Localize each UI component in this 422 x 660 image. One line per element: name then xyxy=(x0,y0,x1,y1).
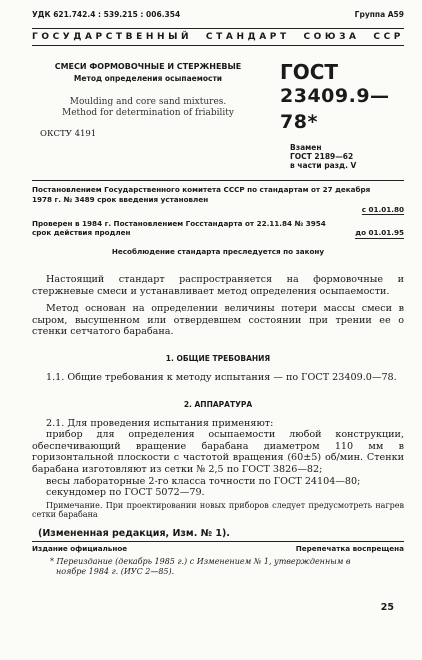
replacement-line: в части разд. V xyxy=(290,161,357,170)
gost-number: 23409.9—78* xyxy=(280,85,390,133)
standard-banner: ГОСУДАРСТВЕННЫЙ СТАНДАРТ СОЮЗА ССР xyxy=(32,28,404,46)
title-block xyxy=(32,61,404,170)
effective-date-value: с 01.01.80 xyxy=(361,205,404,214)
russian-subtitle: Метод определения осыпаемости xyxy=(73,74,223,83)
english-title xyxy=(32,97,264,119)
paragraph-1-1: 1.1. Общие требования к методу испытания — по ГОСТ 23409.0—78. xyxy=(46,371,397,383)
paragraph-scales: весы лабораторные 2-го класса точности по ГОСТ 24104—80; xyxy=(46,475,361,487)
replacement-line: Взамен xyxy=(290,143,322,152)
replacement-line: ГОСТ 2189—62 xyxy=(290,152,354,161)
section-heading-apparatus: 2. АППАРАТУРА xyxy=(183,399,253,409)
english-title-line: Method for determination of friability xyxy=(62,108,234,118)
title-right xyxy=(264,61,404,170)
reprint-prohibited: Перепечатка воспрещена xyxy=(295,543,404,553)
official-edition: Издание официальное xyxy=(32,543,128,553)
decree-block xyxy=(32,180,404,256)
gost-label: ГОСТ xyxy=(280,60,339,84)
title-left xyxy=(32,61,264,170)
udk-code: УДК 621.742.4 : 539.215 : 006.354 xyxy=(32,10,181,19)
note: Примечание. При проектировании новых приборов следует предусмотреть нагрев сетки барабана xyxy=(32,500,404,520)
section-heading-general: 1. ОБЩИЕ ТРЕБОВАНИЯ xyxy=(165,353,271,363)
russian-title-line: СМЕСИ ФОРМОВОЧНЫЕ И СТЕРЖНЕВЫЕ xyxy=(54,62,242,71)
footnote: * Переиздание (декабрь 1985 г.) с Изменением № 1, утвержденным в ноябре 1984 г. (ИУС 2—85). xyxy=(50,556,351,576)
decree-line: Постановлением Государственного комитета СССР по стандартам от 27 декабря xyxy=(32,185,371,194)
paragraph-method: Метод основан на определении величины потери массы смеси в сыром, высушенном или отвердевшем состоянии при трении ее о стенки сетчатого барабана. xyxy=(32,303,404,338)
amendment-note: (Измененная редакция, Изм. № 1). xyxy=(38,527,230,539)
law-notice: Несоблюдение стандарта преследуется по закону xyxy=(111,246,325,256)
english-title-line: Moulding and core sand mixtures. xyxy=(69,97,227,107)
paragraph-stopwatch: секундомер по ГОСТ 5072—79. xyxy=(46,487,205,499)
russian-title xyxy=(32,61,264,72)
top-line xyxy=(32,0,404,19)
decree-line: срок действия продлен xyxy=(32,228,131,237)
footer-bar xyxy=(32,541,404,553)
extension-date: до 01.01.95 xyxy=(355,228,404,237)
decree-extension-row xyxy=(32,228,404,239)
decree-line: Проверен в 1984 г. Постановлением Госстандарта от 22.11.84 № 3954 xyxy=(32,218,326,228)
effective-date xyxy=(32,205,404,215)
decree-line: 1978 г. № 3489 срок введения установлен xyxy=(32,194,209,204)
replacement-info xyxy=(280,143,404,170)
page-number: 25 xyxy=(380,602,394,613)
paragraph-2-1: 2.1. Для проведения испытания применяют: xyxy=(46,417,274,429)
okstu-code: ОКСТУ 4191 xyxy=(40,129,97,139)
group-code: Группа А59 xyxy=(354,10,404,19)
paragraph-device: прибор для определения осыпаемости любой конструкции, обеспечивающий вращение барабана диаметром 110 мм в горизонтальной плоскости с частотой вращения (60±5) об/мин. Стенки барабана изготовляют из сетки № 2,5 по ГОСТ 3826—82; xyxy=(32,429,404,475)
paragraph-scope: Настоящий стандарт распространяется на формовочные и стержневые смеси и устанавливает метод определения осыпаемости. xyxy=(32,274,404,297)
